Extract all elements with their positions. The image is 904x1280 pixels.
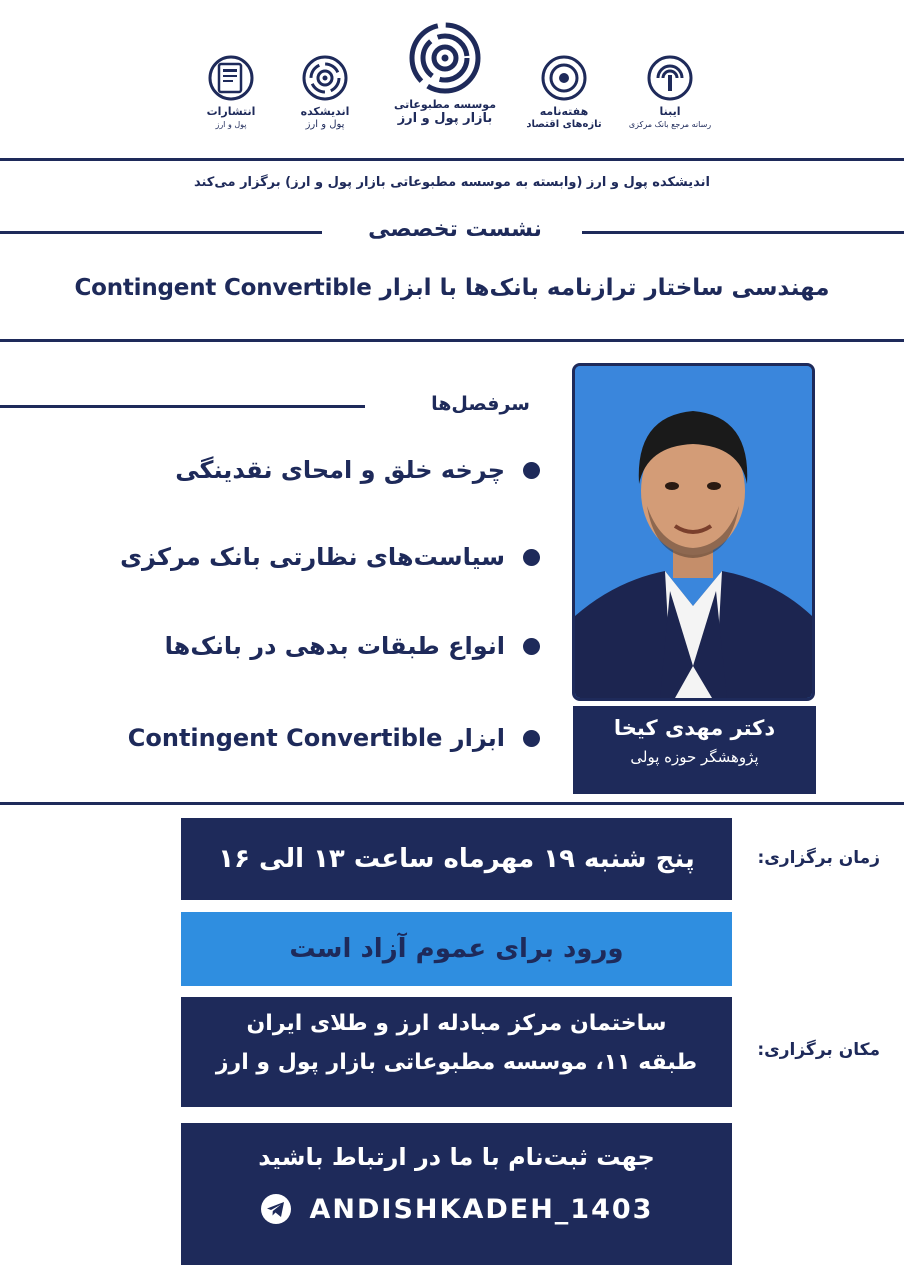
bullet-icon <box>523 730 540 747</box>
divider-title <box>0 339 904 342</box>
event-title: مهندسی ساختار ترازنامه بانک‌ها با ابزار Contingent Convertible <box>74 275 830 301</box>
entry-box <box>181 912 732 986</box>
logo-subtitle: رسانه مرجع بانک مرکزی <box>628 120 712 129</box>
register-note: جهت ثبت‌نام با ما در ارتباط باشید <box>258 1143 655 1171</box>
signal-rings-icon <box>540 55 588 101</box>
book-icon <box>207 55 255 101</box>
divider-top <box>0 158 904 161</box>
logo-title: هفته‌نامه <box>539 105 589 118</box>
place-label: مکان برگزاری: <box>757 1040 880 1060</box>
topic-text: انواع طبقات بدهی در بانک‌ها <box>164 632 505 660</box>
topic-item <box>20 448 540 492</box>
place-box <box>181 997 732 1107</box>
topic-text: چرخه خلق و امحای نقدینگی <box>175 456 505 484</box>
speaker-photo <box>572 363 815 701</box>
logo-subtitle: پول و ارز <box>215 120 247 129</box>
speaker-caption <box>573 706 816 794</box>
bullet-icon <box>523 638 540 655</box>
session-type: نشست تخصصی <box>368 217 542 242</box>
logo-subtitle: پول و ارز <box>305 119 345 130</box>
speaker-portrait <box>575 366 812 698</box>
time-value: پنج شنبه ۱۹ مهرماه ساعت ۱۳ الی ۱۶ <box>218 844 695 874</box>
divider-session-right <box>582 231 904 234</box>
place-line-1: ساختمان مرکز مبادله ارز و طلای ایران <box>246 1011 667 1036</box>
time-box <box>181 818 732 900</box>
telegram-id: ANDISHKADEH_1403 <box>309 1193 654 1225</box>
organizer-text: اندیشکده پول و ارز (وابسته به موسسه مطبوعاتی بازار پول و ارز) برگزار می‌کند <box>193 175 711 190</box>
signal-rings-icon <box>408 22 482 94</box>
bullet-icon <box>523 462 540 479</box>
logo-press-institute <box>392 22 498 126</box>
bullet-icon <box>523 549 540 566</box>
topic-item <box>20 535 540 579</box>
topic-item <box>20 624 540 668</box>
logo-title: انتشارات <box>206 105 256 118</box>
speaker-role: پژوهشگر حوزه پولی <box>630 748 759 766</box>
topics-heading-line <box>0 405 365 408</box>
logo-ibna <box>625 55 715 130</box>
signal-rings-icon <box>301 55 349 101</box>
topic-text: سیاست‌های نظارتی بانک مرکزی <box>120 543 505 571</box>
topics-heading: سرفصل‌ها <box>431 393 530 415</box>
logo-think-tank <box>290 55 360 130</box>
logo-weekly <box>514 55 614 130</box>
telegram-icon <box>260 1193 292 1225</box>
entry-note: ورود برای عموم آزاد است <box>289 934 624 964</box>
topic-text: ابزار Contingent Convertible <box>127 724 505 752</box>
logo-title: اندیشکده <box>300 105 350 118</box>
time-label: زمان برگزاری: <box>757 848 880 868</box>
divider-session-left <box>0 231 322 234</box>
logo-subtitle: تازه‌های اقتصاد <box>526 119 602 130</box>
speaker-name: دکتر مهدی کیخا <box>613 716 776 740</box>
place-line-2: طبقه ۱۱، موسسه مطبوعاتی بازار پول و ارز <box>215 1050 698 1075</box>
signal-rings-icon <box>646 55 694 101</box>
logo-subtitle: بازار پول و ارز <box>397 111 493 126</box>
telegram-row[interactable] <box>181 1193 732 1225</box>
logo-title: ایبنا <box>659 105 681 118</box>
topic-item <box>20 716 540 760</box>
logo-title: موسسه مطبوعاتی <box>393 98 497 111</box>
register-box <box>181 1123 732 1265</box>
divider-bottom <box>0 802 904 805</box>
logo-publications <box>196 55 266 130</box>
